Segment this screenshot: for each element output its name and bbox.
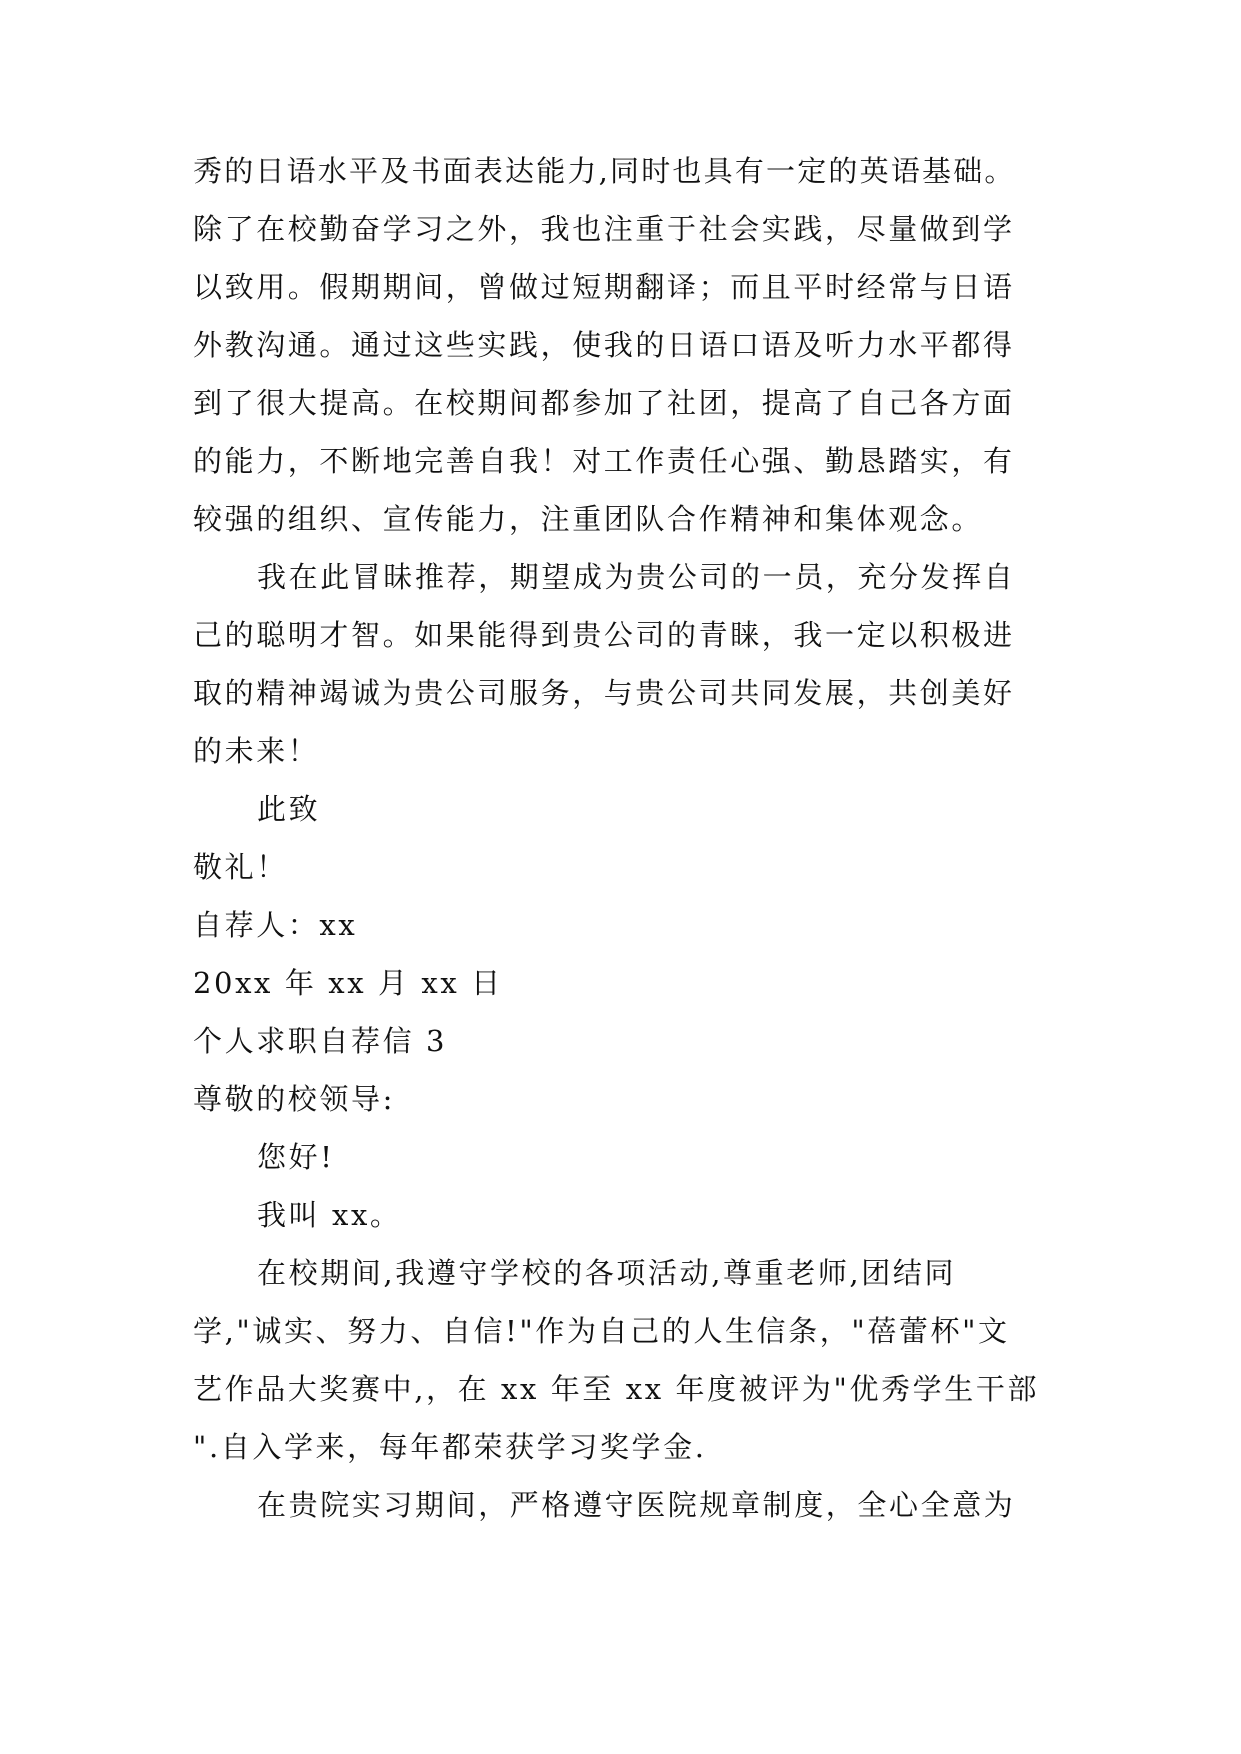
text-line: 的未来！ <box>193 734 320 768</box>
text-line: 到了很大提高。在校期间都参加了社团，提高了自己各方面 <box>193 386 1015 420</box>
text-line: 艺作品大奖赛中,，在 xx 年至 xx 年度被评为"优秀学生干部 <box>193 1372 1040 1406</box>
text-line: ".自入学来，每年都荣获学习奖学金. <box>193 1430 707 1464</box>
date-line: 20xx 年 xx 月 xx 日 <box>193 966 503 1000</box>
text-line: 在贵院实习期间，严格遵守医院规章制度，全心全意为 <box>257 1488 1016 1522</box>
text-line: 的能力，不断地完善自我！对工作责任心强、勤恳踏实，有 <box>193 444 1015 478</box>
closing-salutation: 此致 <box>257 792 321 826</box>
text-line: 我在此冒昧推荐，期望成为贵公司的一员，充分发挥自 <box>257 560 1016 594</box>
section-title: 个人求职自荐信 3 <box>193 1024 448 1058</box>
text-line: 较强的组织、宣传能力，注重团队合作精神和集体观念。 <box>193 502 984 536</box>
closing-respect: 敬礼！ <box>193 850 288 884</box>
text-line: 己的聪明才智。如果能得到贵公司的青睐，我一定以积极进 <box>193 618 1015 652</box>
text-line: 外教沟通。通过这些实践，使我的日语口语及听力水平都得 <box>193 328 1015 362</box>
text-line: 我叫 xx。 <box>257 1198 402 1232</box>
signature-line: 自荐人：xx <box>193 908 358 942</box>
greeting-line: 尊敬的校领导: <box>193 1082 395 1116</box>
text-line: 您好! <box>257 1140 335 1174</box>
text-line: 除了在校勤奋学习之外，我也注重于社会实践，尽量做到学 <box>193 212 1015 246</box>
text-line: 学,"诚实、努力、自信!"作为自己的人生信条，"蓓蕾杯"文 <box>193 1314 1010 1348</box>
text-line: 在校期间,我遵守学校的各项活动,尊重老师,团结同 <box>257 1256 957 1290</box>
text-line: 以致用。假期期间，曾做过短期翻译；而且平时经常与日语 <box>193 270 1015 304</box>
text-line: 取的精神竭诚为贵公司服务，与贵公司共同发展，共创美好 <box>193 676 1015 710</box>
text-line: 秀的日语水平及书面表达能力,同时也具有一定的英语基础。 <box>193 154 1016 188</box>
